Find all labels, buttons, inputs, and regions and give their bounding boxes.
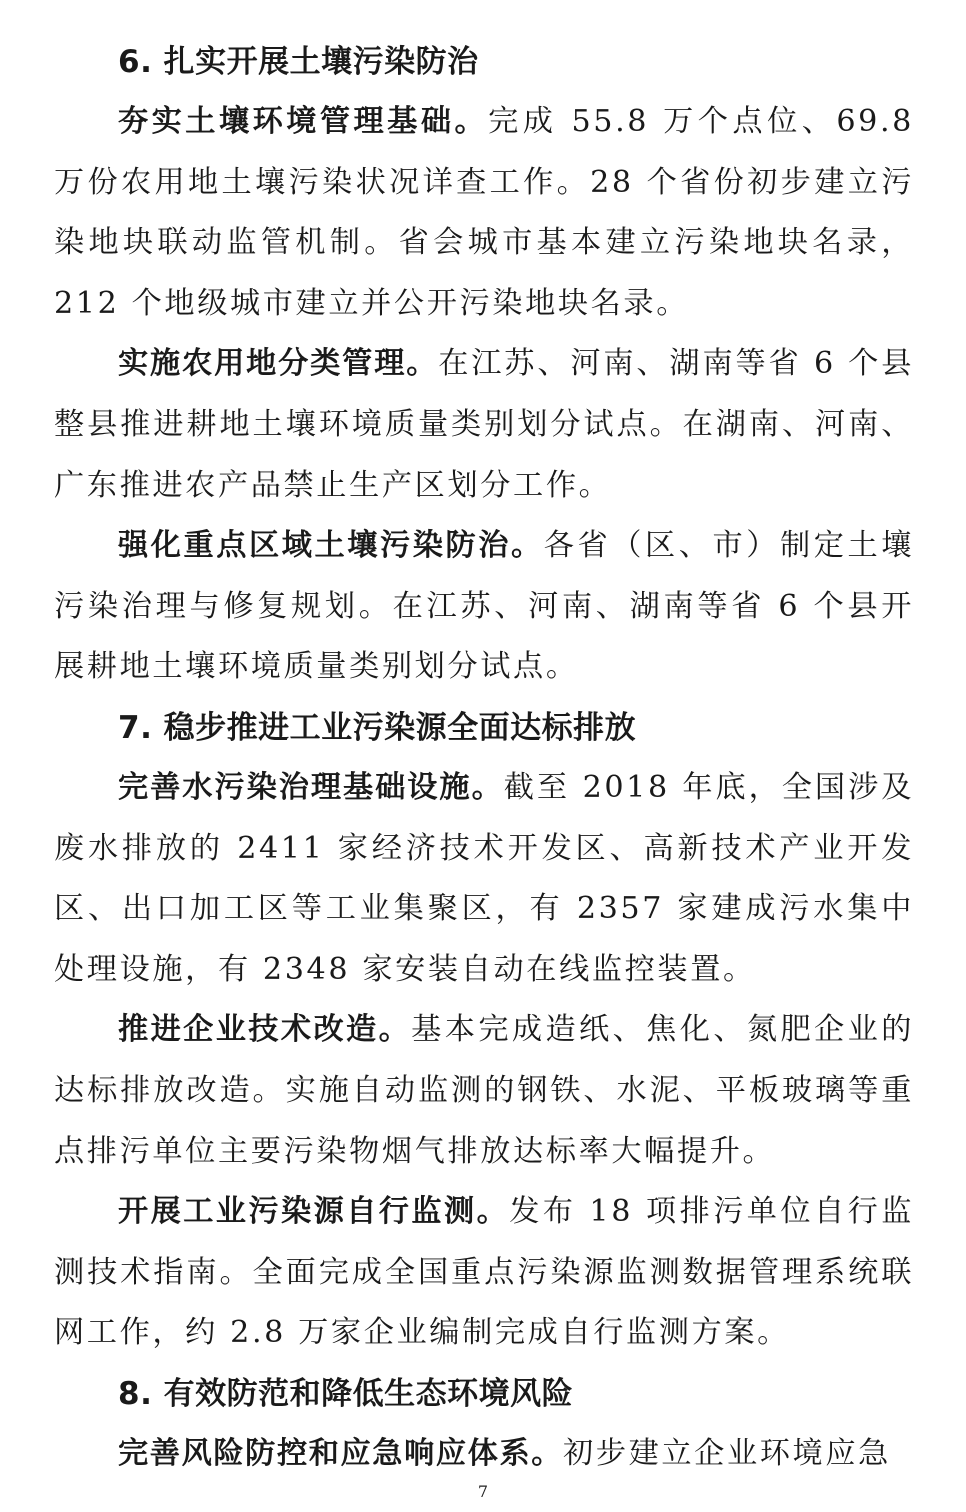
paragraph-lead: 完善风险防控和应急响应体系。 bbox=[118, 1435, 564, 1471]
paragraph-text: 截至 2018 年底，全国涉及废水排放的 2411 家经济技术开发区、高新技术产业开发区、出口加工区等工业集聚区，有 2357 家建成污水集中处理设施，有 2348 家安装自动在线监控装置。 bbox=[54, 769, 914, 987]
section-heading-6: 6. 扎实开展土壤污染防治 bbox=[118, 44, 479, 80]
paragraph-text: 完成 55.8 万个点位、69.8 万份农用地土壤污染状况详查工作。28 个省份初步建立污染地块联动监管机制。省会城市基本建立污染地块名录，212 个地级城市建立并公开污染地块名录。 bbox=[54, 104, 914, 321]
paragraph bbox=[54, 92, 914, 334]
paragraph-lead: 完善水污染治理基础设施。 bbox=[118, 769, 504, 805]
section-heading-8: 8. 有效防范和降低生态环境风险 bbox=[118, 1375, 574, 1412]
section-heading-7: 7. 稳步推进工业污染源全面达标排放 bbox=[118, 709, 637, 746]
paragraph bbox=[54, 1182, 914, 1364]
document-body bbox=[54, 32, 914, 1484]
paragraph-text: 各省（区、市）制定土壤污染治理与修复规划。在江苏、河南、湖南等省 6 个县开展耕地土壤环境质量类别划分试点。 bbox=[54, 528, 914, 685]
paragraph-lead: 推进企业技术改造。 bbox=[118, 1012, 412, 1048]
paragraph-lead: 强化重点区域土壤污染防治。 bbox=[118, 528, 544, 564]
paragraph-lead: 实施农用地分类管理。 bbox=[118, 346, 439, 382]
paragraph bbox=[54, 1424, 914, 1485]
paragraph-text: 初步建立企业环境应急 bbox=[563, 1435, 891, 1471]
paragraph-lead: 夯实土壤环境管理基础。 bbox=[118, 104, 489, 139]
paragraph bbox=[54, 1000, 914, 1182]
paragraph bbox=[54, 758, 914, 1000]
paragraph-text: 发布 18 项排污单位自行监测技术指南。全面完成全国重点污染源监测数据管理系统联网工作，约 2.8 万家企业编制完成自行监测方案。 bbox=[54, 1194, 914, 1351]
paragraph-text: 基本完成造纸、焦化、氮肥企业的达标排放改造。实施自动监测的钢铁、水泥、平板玻璃等重点排污单位主要污染物烟气排放达标率大幅提升。 bbox=[54, 1012, 914, 1169]
page-number: 7 bbox=[477, 1482, 489, 1501]
paragraph bbox=[54, 516, 914, 698]
paragraph bbox=[54, 334, 914, 516]
paragraph-lead: 开展工业污染源自行监测。 bbox=[118, 1194, 510, 1230]
paragraph-text: 在江苏、河南、湖南等省 6 个县整县推进耕地土壤环境质量类别划分试点。在湖南、河南、广东推进农产品禁止生产区划分工作。 bbox=[54, 346, 914, 503]
